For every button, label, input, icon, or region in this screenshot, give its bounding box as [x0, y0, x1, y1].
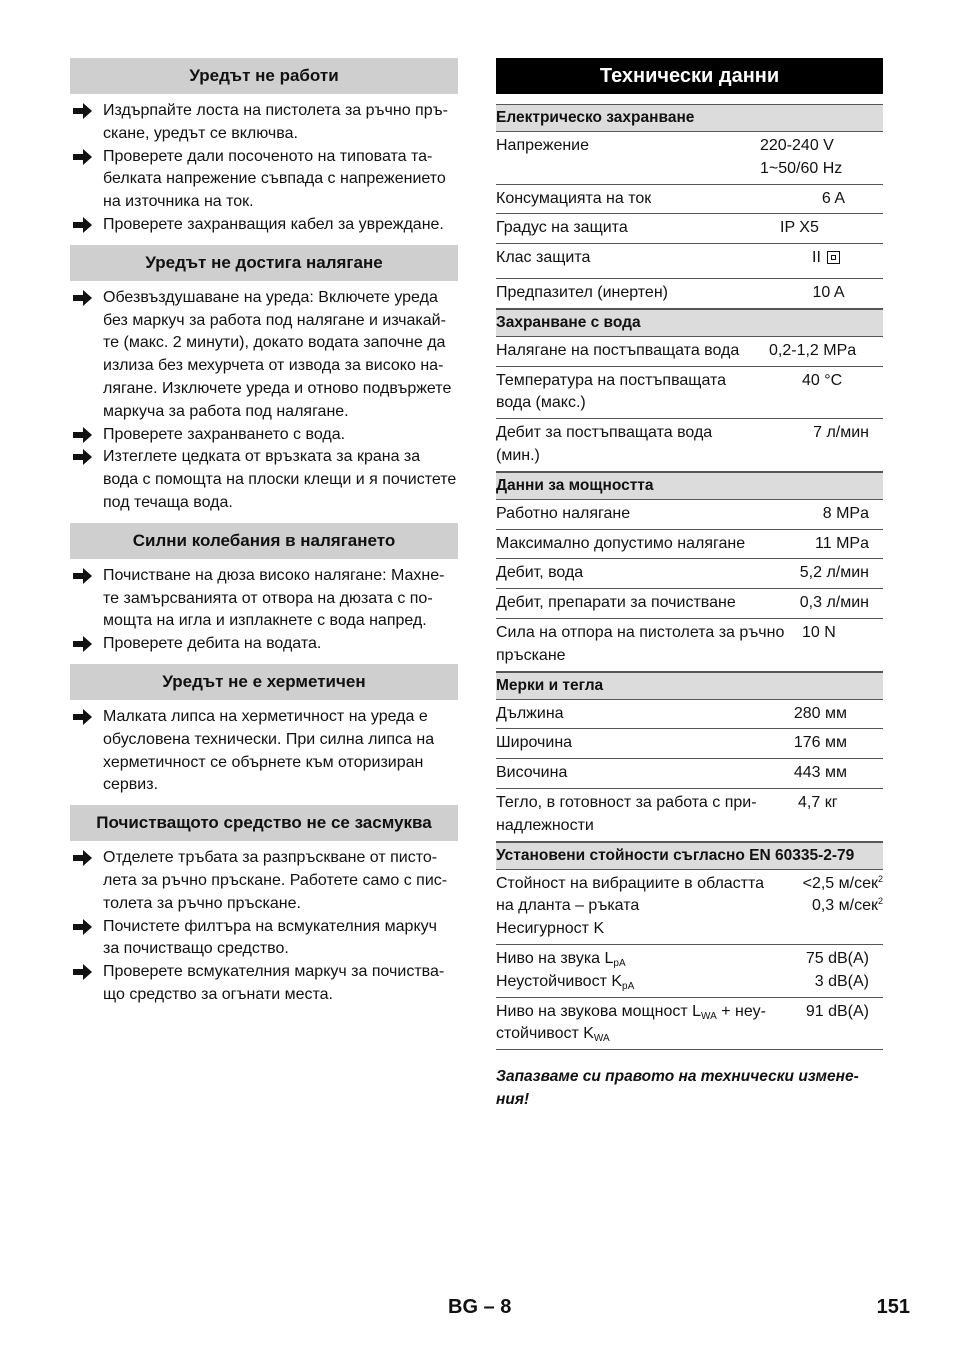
bullet-item — [70, 916, 458, 962]
bullet-line: толета за ръчно пръскане. — [103, 894, 301, 912]
row-label: Налягане на постъпващата вода — [496, 341, 740, 359]
bullet-line: те (макс. 2 минути), докато водата започне да — [103, 334, 446, 352]
label-line: Неустойчивост $K_{pA}$ — [496, 972, 635, 992]
bullet-line: лета за ръчно пръскане. Работете само с пис- — [103, 871, 448, 889]
label-line: надлежности — [496, 816, 594, 834]
bullet-line: лягане. Изключете уреда и отново подвържете — [103, 379, 452, 397]
bullet-item — [70, 146, 458, 214]
row-value — [764, 948, 883, 994]
group-en60335: Установени стойности съгласно EN 60335-2-79 — [496, 842, 883, 870]
bullet-line: те замърсванията от отвора на дюзата с по- — [103, 589, 433, 607]
row-label: Градус на защита — [496, 219, 628, 237]
bullet-line: Отделете тръбата за разпръскване от писто- — [103, 849, 438, 867]
group-electrical: Електрическо захранване — [496, 104, 883, 132]
bullet-line: на източника на ток. — [103, 193, 254, 211]
row-sound-level — [496, 945, 883, 998]
row-value: 91 dB(A) — [805, 1002, 869, 1020]
row-value — [764, 247, 883, 270]
bullet-item — [70, 424, 458, 447]
row-label — [496, 422, 764, 468]
row-label: Максимално допустимо налягане — [496, 534, 746, 552]
label-line: Ниво на звукова мощност $L_{WA} + неу-$ — [496, 1002, 766, 1022]
bullet-line: Проверете захранващия кабел за увреждане. — [103, 215, 444, 233]
bullet-line: Почистете филтъра на всмукателния маркуч — [103, 917, 437, 935]
row-value: 10 A — [812, 283, 845, 301]
row-value: 8 MPa — [822, 504, 869, 522]
row-label: Дебит, препарати за почистване — [496, 594, 736, 612]
row-value: 40 °C — [802, 371, 843, 389]
bullet-line: обусловена технически. При силна липса на — [103, 730, 435, 748]
value-line: 220-240 V — [760, 137, 834, 154]
bullet-line: за почистващо средство. — [103, 940, 289, 958]
row-value: 0,3 л/мин — [799, 594, 869, 612]
label-line: Температура на постъпващата — [496, 371, 727, 389]
bullet-line: Проверете всмукателния маркуч за почиства- — [103, 963, 445, 981]
row-label — [496, 622, 796, 668]
section-heading: Уредът не е херметичен — [70, 664, 458, 700]
row-working-pressure — [496, 500, 883, 530]
bullet-line: мощта на игла и изплакнете с вода напред. — [103, 612, 427, 630]
label-line: Стойност на вибрациите в областта — [496, 874, 765, 892]
label-line: Сила на отпора на пистолета за ръчно — [496, 623, 785, 641]
row-label — [496, 792, 796, 838]
bullet-line: Проверете захранването с вода. — [103, 425, 346, 443]
row-label: Клас защита — [496, 249, 591, 267]
row-power — [496, 185, 883, 215]
row-value: 5,2 л/мин — [799, 564, 869, 582]
row-height — [496, 759, 883, 789]
bullet-line: вода с помощта на плоски клещи и я почистете — [103, 471, 457, 489]
technical-data-title: Технически данни — [496, 58, 883, 94]
bullet-line: Почистване на дюза високо налягане: Махне- — [103, 566, 445, 584]
bullet-line: Обезвъздушаване на уреда: Включете уреда — [103, 288, 438, 306]
bullet-item — [70, 847, 458, 915]
bullet-item — [70, 706, 458, 797]
arrow-right-icon — [73, 963, 93, 981]
row-value: 280 мм — [793, 704, 847, 722]
arrow-right-icon — [73, 148, 93, 166]
label-line: (мин.) — [496, 446, 540, 464]
group-dimensions: Мерки и тегла — [496, 672, 883, 700]
arrow-right-icon — [73, 567, 93, 585]
group-performance: Данни за мощността — [496, 472, 883, 500]
bullet-line: скане, уредът се включва. — [103, 124, 298, 142]
label-line: Несигурност K — [496, 920, 605, 938]
bullet-line: херметичност се обърнете към оторизиран — [103, 753, 424, 771]
note-line: ния! — [496, 1090, 530, 1108]
row-label: Дебит, вода — [496, 564, 584, 582]
row-recoil — [496, 619, 883, 672]
section-heading: Силни колебания в налягането — [70, 523, 458, 559]
row-label: Консумацията на ток — [496, 189, 652, 207]
label-line: на дланта – ръката — [496, 897, 640, 915]
arrow-right-icon — [73, 918, 93, 936]
arrow-right-icon — [73, 102, 93, 120]
row-value: 7 л/мин — [813, 424, 869, 442]
arrow-right-icon — [73, 635, 93, 653]
bullet-line: що средство за огънати места. — [103, 985, 333, 1003]
row-label — [496, 370, 764, 416]
value-line: 0,3 м/сек$^2$ — [811, 896, 883, 915]
row-value: 4,7 кг — [798, 793, 838, 811]
section-heading: Почистващото средство не се засмуква — [70, 805, 458, 841]
row-inlet-temp — [496, 367, 883, 420]
value-line: 3 dB(A) — [814, 972, 869, 990]
row-max-pressure — [496, 530, 883, 560]
row-voltage — [496, 132, 883, 185]
label-line: Тегло, в готовност за работа с при- — [496, 793, 757, 811]
arrow-right-icon — [73, 216, 93, 234]
label-line: Ниво на звука $L_{pA}$ — [496, 949, 626, 969]
bullet-item — [70, 287, 458, 424]
bullet-line: Проверете дали посоченото на типовата та- — [103, 147, 433, 165]
label-line: вода (макс.) — [496, 394, 586, 412]
row-label: Предпазител (инертен) — [496, 283, 668, 301]
troubleshooting-column — [70, 58, 458, 1015]
page-number: 151 — [876, 1296, 910, 1318]
row-inlet-flow — [496, 419, 883, 472]
group-water: Захранване с вода — [496, 309, 883, 337]
bullet-line: Малката липса на херметичност на уреда е — [103, 707, 428, 725]
label-line: Дебит за постъпващата вода — [496, 424, 713, 442]
bullet-line: маркуча за работа под налягане. — [103, 402, 349, 420]
value-line: 75 dB(A) — [805, 949, 869, 967]
bullet-line: Издърпайте лоста на пистолета за ръчно пръ- — [103, 102, 448, 119]
section-heading: Уредът не работи — [70, 58, 458, 94]
arrow-right-icon — [73, 448, 93, 466]
row-label: Работно налягане — [496, 504, 631, 522]
value-line: <2,5 м/сек$^2$ — [802, 873, 883, 892]
bullet-item — [70, 446, 458, 514]
row-value: 443 мм — [793, 764, 847, 782]
bullet-line: Проверете дебита на водата. — [103, 635, 322, 653]
row-flow-water — [496, 559, 883, 589]
row-label — [496, 948, 764, 994]
bullet-line: Изтеглете цедката от връзката за крана за — [103, 448, 421, 466]
arrow-right-icon — [73, 849, 93, 867]
label-line: стойчивост $K_{WA}$ — [496, 1025, 610, 1045]
row-class — [496, 244, 883, 279]
row-flow-detergent — [496, 589, 883, 619]
row-label: Дължина — [496, 704, 564, 722]
row-sound-power — [496, 998, 883, 1051]
row-label: Напрежение — [496, 137, 590, 154]
row-width — [496, 729, 883, 759]
row-value: 176 мм — [793, 734, 847, 752]
row-vibration — [496, 870, 883, 945]
row-value: 10 N — [802, 623, 836, 641]
technical-changes-note — [496, 1066, 883, 1112]
value-line: 1~50/60 Hz — [760, 159, 843, 177]
row-fuse — [496, 279, 883, 309]
row-value: IP X5 — [780, 219, 819, 237]
row-value: 0,2-1,2 MPa — [769, 341, 857, 359]
arrow-right-icon — [73, 708, 93, 726]
bullet-line: под течаща вода. — [103, 493, 233, 511]
label-line: пръскане — [496, 646, 566, 664]
bullet-line: сервиз. — [103, 776, 159, 794]
row-label — [496, 1001, 786, 1047]
note-line: Запазваме си правото на технически измене- — [496, 1068, 859, 1086]
section-heading: Уредът не достига налягане — [70, 245, 458, 281]
bullet-item — [70, 214, 458, 237]
bullet-line: белката напрежение съвпада с напрежението — [103, 170, 446, 188]
page-section-label: BG – 8 — [448, 1296, 512, 1318]
bullet-item — [70, 565, 458, 633]
arrow-right-icon — [73, 426, 93, 444]
row-value: 6 A — [821, 189, 846, 207]
arrow-right-icon — [73, 289, 93, 307]
bullet-line: без маркуч за работа под налягане и изчакай- — [103, 311, 446, 329]
technical-data-column — [496, 58, 883, 1112]
row-value: 11 MPa — [815, 534, 869, 552]
row-label — [496, 873, 786, 941]
row-label: Широчина — [496, 734, 573, 752]
class-value: II — [812, 249, 821, 267]
bullet-item — [70, 100, 458, 146]
bullet-item — [70, 633, 458, 656]
row-inlet-pressure — [496, 337, 883, 367]
row-ip — [496, 214, 883, 244]
protection-class-ii-icon — [827, 251, 840, 264]
row-length — [496, 700, 883, 730]
bullet-item — [70, 961, 458, 1007]
bullet-line: излиза без мехурчета от извода за високо на- — [103, 357, 444, 375]
row-label: Височина — [496, 764, 568, 782]
row-value — [760, 135, 883, 181]
row-value — [786, 873, 883, 941]
row-weight — [496, 789, 883, 842]
